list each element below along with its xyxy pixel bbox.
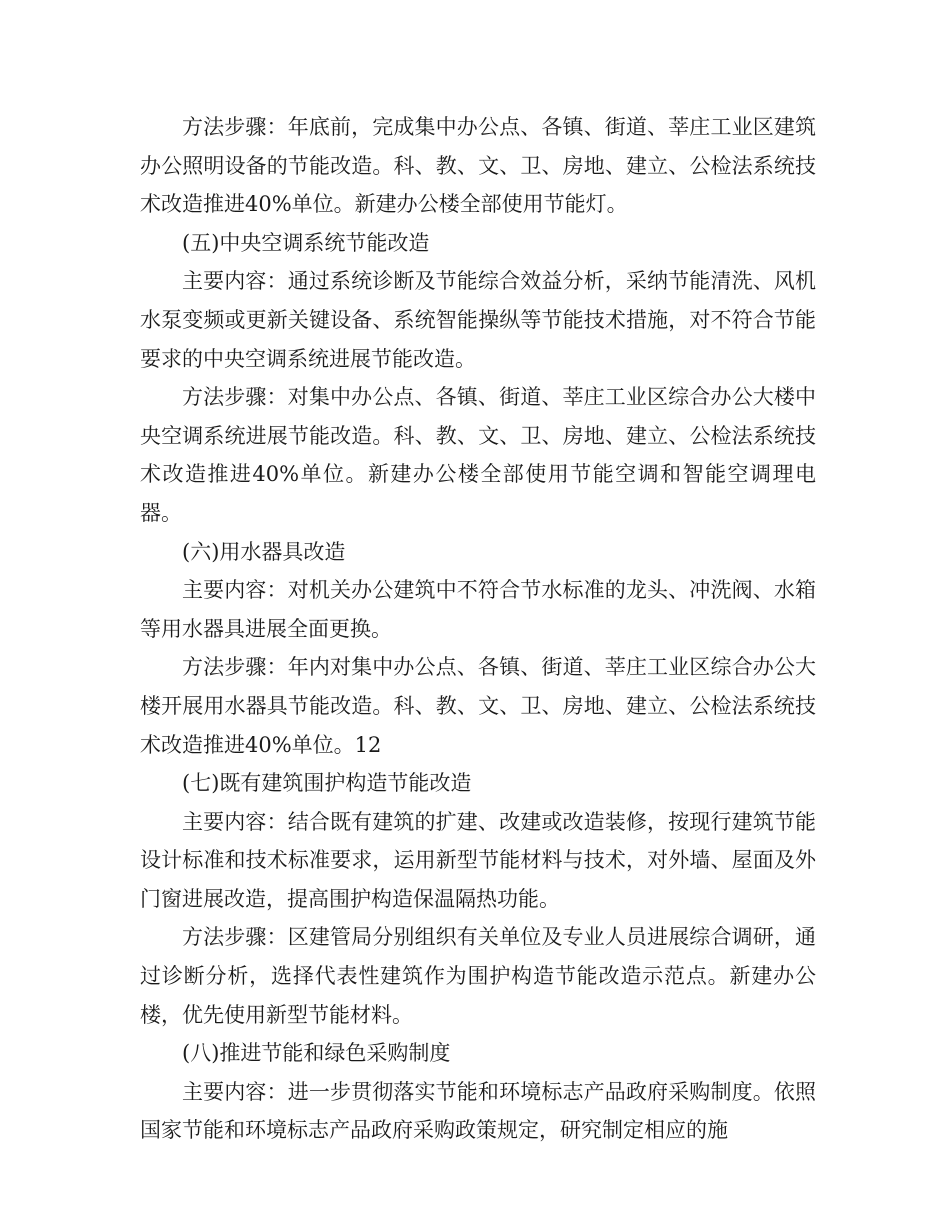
section-heading-5: (五)中央空调系统节能改造 xyxy=(182,230,430,255)
paragraph-water-steps: 方法步骤：年内对集中办公点、各镇、街道、莘庄工业区综合办公大楼开展用水器具节能改造。科、教、文、卫、房地、建立、公检法系统技术改造推进40%单位。12 xyxy=(140,655,816,757)
paragraph-procurement-content: 主要内容：进一步贯彻落实节能和环境标志产品政府采购制度。依照国家节能和环境标志产品政府采购政策规定，研究制定相应的施 xyxy=(140,1079,816,1143)
paragraph-envelope-steps: 方法步骤：区建管局分别组织有关单位及专业人员进展综合调研，通过诊断分析，选择代表性建筑作为围护构造节能改造示范点。新建办公楼，优先使用新型节能材料。 xyxy=(140,925,816,1027)
paragraph-ac-steps: 方法步骤：对集中办公点、各镇、街道、莘庄工业区综合办公大楼中央空调系统进展节能改造。科、教、文、卫、房地、建立、公检法系统技术改造推进40%单位。新建办公楼全部使用节能空调和智能空调理电器。 xyxy=(140,385,816,525)
paragraph-water-content: 主要内容：对机关办公建筑中不符合节水标准的龙头、冲洗阀、水箱等用水器具进展全面更换。 xyxy=(140,578,816,641)
section-heading-7: (七)既有建筑围护构造节能改造 xyxy=(182,771,472,796)
section-heading-6: (六)用水器具改造 xyxy=(182,539,346,564)
document-body xyxy=(140,108,816,1150)
paragraph-lighting-steps: 方法步骤：年底前，完成集中办公点、各镇、街道、莘庄工业区建筑办公照明设备的节能改造。科、教、文、卫、房地、建立、公检法系统技术改造推进40%单位。新建办公楼全部使用节能灯。 xyxy=(140,115,816,217)
section-heading-8: (八)推进节能和绿色采购制度 xyxy=(182,1041,451,1066)
paragraph-envelope-content: 主要内容：结合既有建筑的扩建、改建或改造装修，按现行建筑节能设计标准和技术标准要求，运用新型节能材料与技术，对外墙、屋面及外门窗进展改造，提高围护构造保温隔热功能。 xyxy=(140,809,816,911)
paragraph-ac-content: 主要内容：通过系统诊断及节能综合效益分析，采纳节能清洗、风机水泵变频或更新关键设备、系统智能操纵等节能技术措施，对不符合节能要求的中央空调系统进展节能改造。 xyxy=(140,269,816,371)
